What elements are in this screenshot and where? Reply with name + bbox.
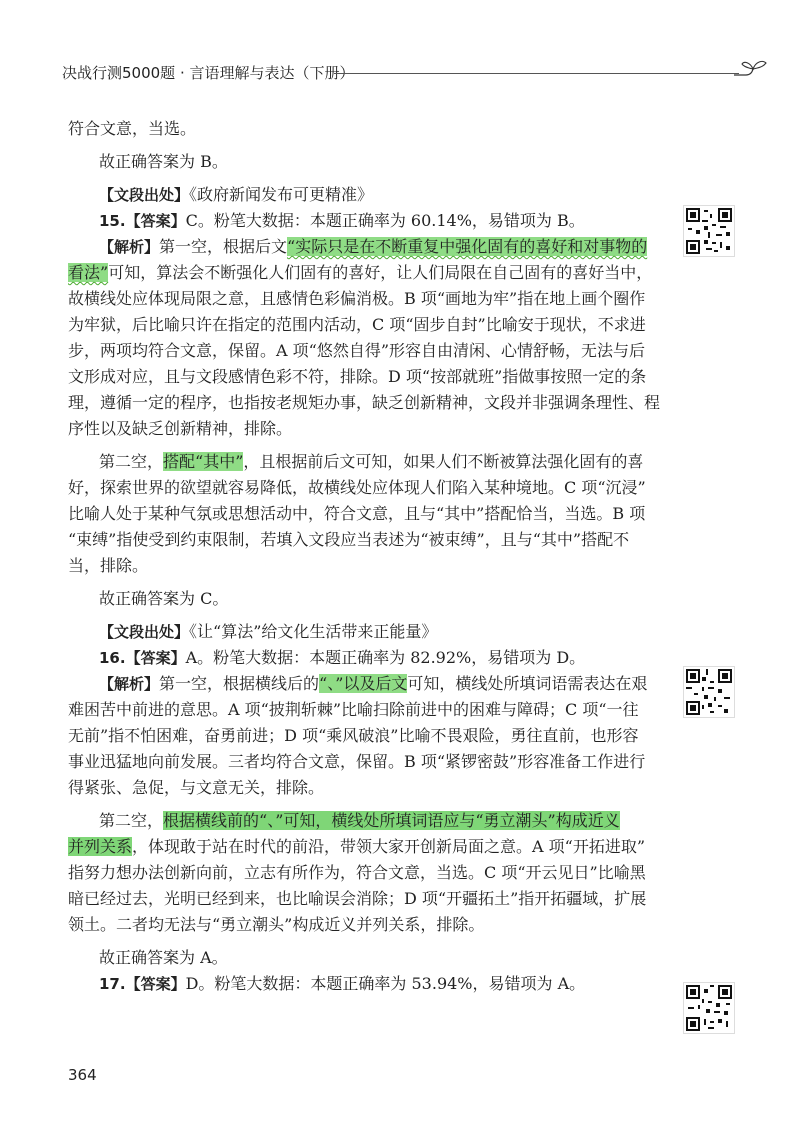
text-span: 可知，横线处所填词语需表达在艰: [407, 674, 648, 693]
text-line: 序性以及缺乏创新精神，排除。: [68, 419, 293, 438]
highlighted-text: 搭配“其中”: [163, 452, 244, 471]
highlighted-text: 并列关系: [68, 837, 133, 856]
qr-pattern: [684, 983, 734, 1033]
text-line: 暗已经过去，光明已经到来，也比喻误会消除；D 项“开疆拓土”指开拓疆域，扩展: [68, 889, 647, 908]
text-line: [68, 262, 652, 284]
text-line: [99, 810, 620, 832]
answer-label: 16.【答案】: [99, 649, 186, 667]
text-line: 难困苦中前进的意思。A 项“披荆斩棘”比喻扫除前进中的困难与障碍；C 项“一往: [68, 700, 639, 719]
text-span: 第二空，: [99, 452, 164, 471]
highlighted-text: 看法”: [68, 263, 109, 282]
analysis-line: [99, 236, 647, 258]
text-line: 无前”指不怕困难，奋勇前进；D 项“乘风破浪”比喻不畏艰险，勇往直前，也形容: [68, 726, 639, 745]
answer-text: D。粉笔大数据：本题正确率为 53.94%，易错项为 A。: [185, 974, 586, 993]
text-span: 可知，算法会不断强化人们固有的喜好，让人们局限在自己固有的喜好当中，: [108, 263, 653, 282]
source-label: 【文段出处】: [99, 186, 190, 204]
text-line: [99, 451, 643, 473]
text-line: 比喻人处于某种气氛或思想活动中，符合文意，且与“其中”搭配恰当，当选。B 项: [68, 504, 646, 523]
text-span: 第一空，根据横线后的: [159, 674, 320, 693]
text-line: 故横线处应体现局限之意，且感情色彩偏消极。B 项“画地为牢”指在地上画个圈作: [68, 289, 646, 308]
text-line: 文形成对应，且与文段感情色彩不符，排除。D 项“按部就班”指做事按照一定的条: [68, 367, 647, 386]
text-line: 为牢狱，后比喻只许在指定的范围内活动，C 项“固步自封”比喻安于现状，不求进: [68, 315, 646, 334]
page-number: 364: [68, 1066, 97, 1084]
qr-pattern: [684, 667, 734, 717]
highlighted-text: “实际只是在不断重复中强化固有的喜好和对事物的: [287, 237, 648, 256]
text-line: 领土。二者均无法与“勇立潮头”构成近义并列关系，排除。: [68, 915, 485, 934]
text-span: ，且根据前后文可知，如果人们不断被算法强化固有的喜: [243, 452, 644, 471]
text-line: 符合文意，当选。: [68, 119, 197, 138]
answer-label: 15.【答案】: [99, 212, 186, 230]
answer-label: 17.【答案】: [99, 975, 186, 993]
analysis-label: 【解析】: [99, 675, 160, 693]
answer-line: [99, 647, 585, 669]
text-line: 好，探索世界的欲望就容易降低，故横线处应体现人们陷入某种境地。C 项“沉浸”: [68, 478, 646, 497]
qr-code-icon[interactable]: [683, 982, 735, 1034]
text-line: [99, 621, 437, 643]
answer-text: C。粉笔大数据：本题正确率为 60.14%，易错项为 B。: [185, 211, 585, 230]
highlighted-text: “、”以及后文: [319, 674, 408, 693]
text-span: 第一空，根据后文: [159, 237, 288, 256]
analysis-label: 【解析】: [99, 238, 160, 256]
answer-text: A。粉笔大数据：本题正确率为 82.92%，易错项为 D。: [185, 648, 586, 667]
source-title: 《让“算法”给文化生活带来正能量》: [189, 622, 438, 641]
answer-line: [99, 210, 585, 232]
highlighted-text: 根据横线前的“、”可知，横线处所填词语应与“勇立潮头”构成近义: [163, 811, 620, 830]
analysis-line: [99, 673, 647, 695]
text-line: 得紧张、急促，与文意无关，排除。: [68, 778, 325, 797]
text-line: 故正确答案为 A。: [99, 948, 228, 967]
source-label: 【文段出处】: [99, 623, 190, 641]
qr-code-icon[interactable]: [683, 205, 735, 257]
text-line: 理，遵循一定的程序，也指按老规矩办事，缺乏创新精神，文段并非强调条理性、程: [68, 393, 661, 412]
text-line: 事业迅猛地向前发展。三者均符合文意，保留。B 项“紧锣密鼓”形容准备工作进行: [68, 752, 646, 771]
text-line: 指努力想办法创新向前，立志有所作为，符合文意，当选。C 项“开云见日”比喻黑: [68, 863, 646, 882]
text-line: [68, 836, 645, 858]
text-line: [99, 184, 373, 206]
answer-line: [99, 973, 585, 995]
text-line: 步，两项均符合文意，保留。A 项“悠然自得”形容自由清闲、心情舒畅，无法与后: [68, 341, 646, 360]
qr-code-icon[interactable]: [683, 666, 735, 718]
source-title: 《政府新闻发布可更精准》: [189, 185, 374, 204]
text-span: ，体现敢于站在时代的前沿，带领大家开创新局面之意。A 项“开拓进取”: [132, 837, 646, 856]
book-title: 决战行测5000题 · 言语理解与表达（下册）: [62, 64, 355, 82]
text-line: 当，排除。: [68, 556, 149, 575]
text-line: “束缚”指使受到约束限制，若填入文段应当表述为“被束缚”，且与“其中”搭配不: [68, 530, 630, 549]
text-span: 第二空，: [99, 811, 164, 830]
text-line: 故正确答案为 B。: [99, 152, 228, 171]
qr-pattern: [684, 206, 734, 256]
text-line: 故正确答案为 C。: [99, 589, 229, 608]
